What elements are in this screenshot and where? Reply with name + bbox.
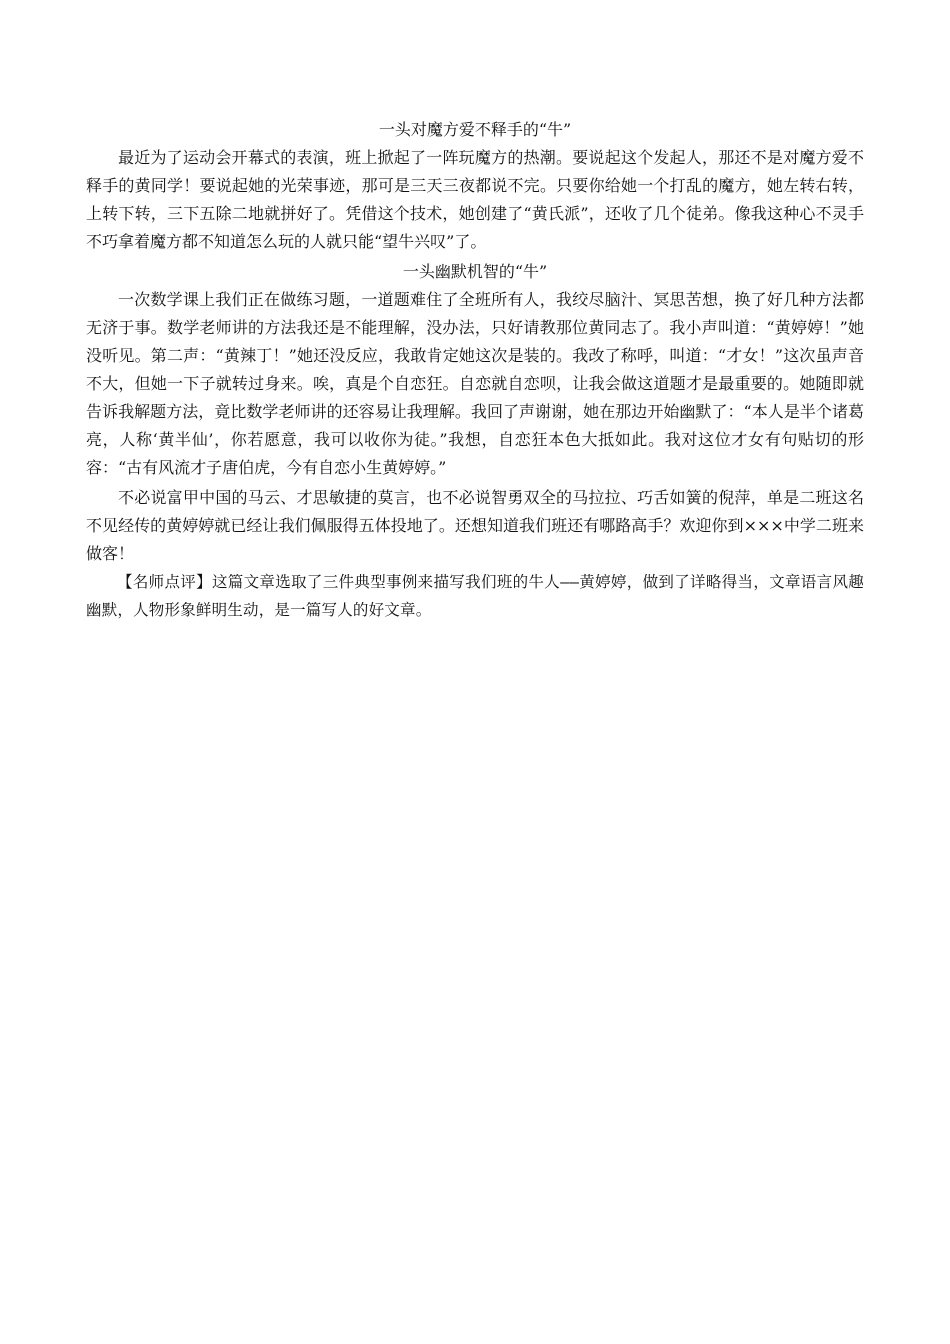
paragraph-humor: 一次数学课上我们正在做练习题，一道题难住了全班所有人，我绞尽脑汁、冥思苦想，换了好几种方法都无济于事。数学老师讲的方法我还是不能理解，没办法，只好请教那位黄同志了。我小声叫道：“黄婷婷！”她没听见。第二声：“黄辣丁！”她还没反应，我敢肯定她这次是装的。我改了称呼，叫道：“才女！”这次虽声音不大，但她一下子就转过身来。唉，真是个自恋狂。自恋就自恋呗，让我会做这道题才是最重要的。她随即就告诉我解题方法，竟比数学老师讲的还容易让我理解。我回了声谢谢，她在那边开始幽默了：“本人是半个诸葛亮，人称‘黄半仙’，你若愿意，我可以收你为徒。”我想，自恋狂本色大抵如此。我对这位才女有句贴切的形容：“古有风流才子唐伯虎，今有自恋小生黄婷婷。” <box>86 290 864 477</box>
paragraph-conclusion: 不必说富甲中国的马云、才思敏捷的莫言，也不必说智勇双全的马拉拉、巧舌如簧的倪萍，单是二班这名不见经传的黄婷婷就已经让我们佩服得五体投地了。还想知道我们班还有哪路高手？欢迎你到×××中学二班来做客！ <box>86 488 864 563</box>
teacher-comment: 【名师点评】这篇文章选取了三件典型事例来描写我们班的牛人——黄婷婷，做到了详略得当，文章语言风趣幽默，人物形象鲜明生动，是一篇写人的好文章。 <box>86 573 864 619</box>
section-heading-rubiks-cube: 一头对魔方爱不释手的“牛” <box>378 120 572 139</box>
section-heading-humor: 一头幽默机智的“牛” <box>402 262 548 281</box>
document-page <box>86 116 864 624</box>
paragraph-rubiks-cube: 最近为了运动会开幕式的表演，班上掀起了一阵玩魔方的热潮。要说起这个发起人，那还不是对魔方爱不释手的黄同学！要说起她的光荣事迹，那可是三天三夜都说不完。只要你给她一个打乱的魔方，她左转右转，上转下转，三下五除二地就拼好了。凭借这个技术，她创建了“黄氏派”，还收了几个徒弟。像我这种心不灵手不巧拿着魔方都不知道怎么玩的人就只能“望牛兴叹”了。 <box>86 148 864 251</box>
